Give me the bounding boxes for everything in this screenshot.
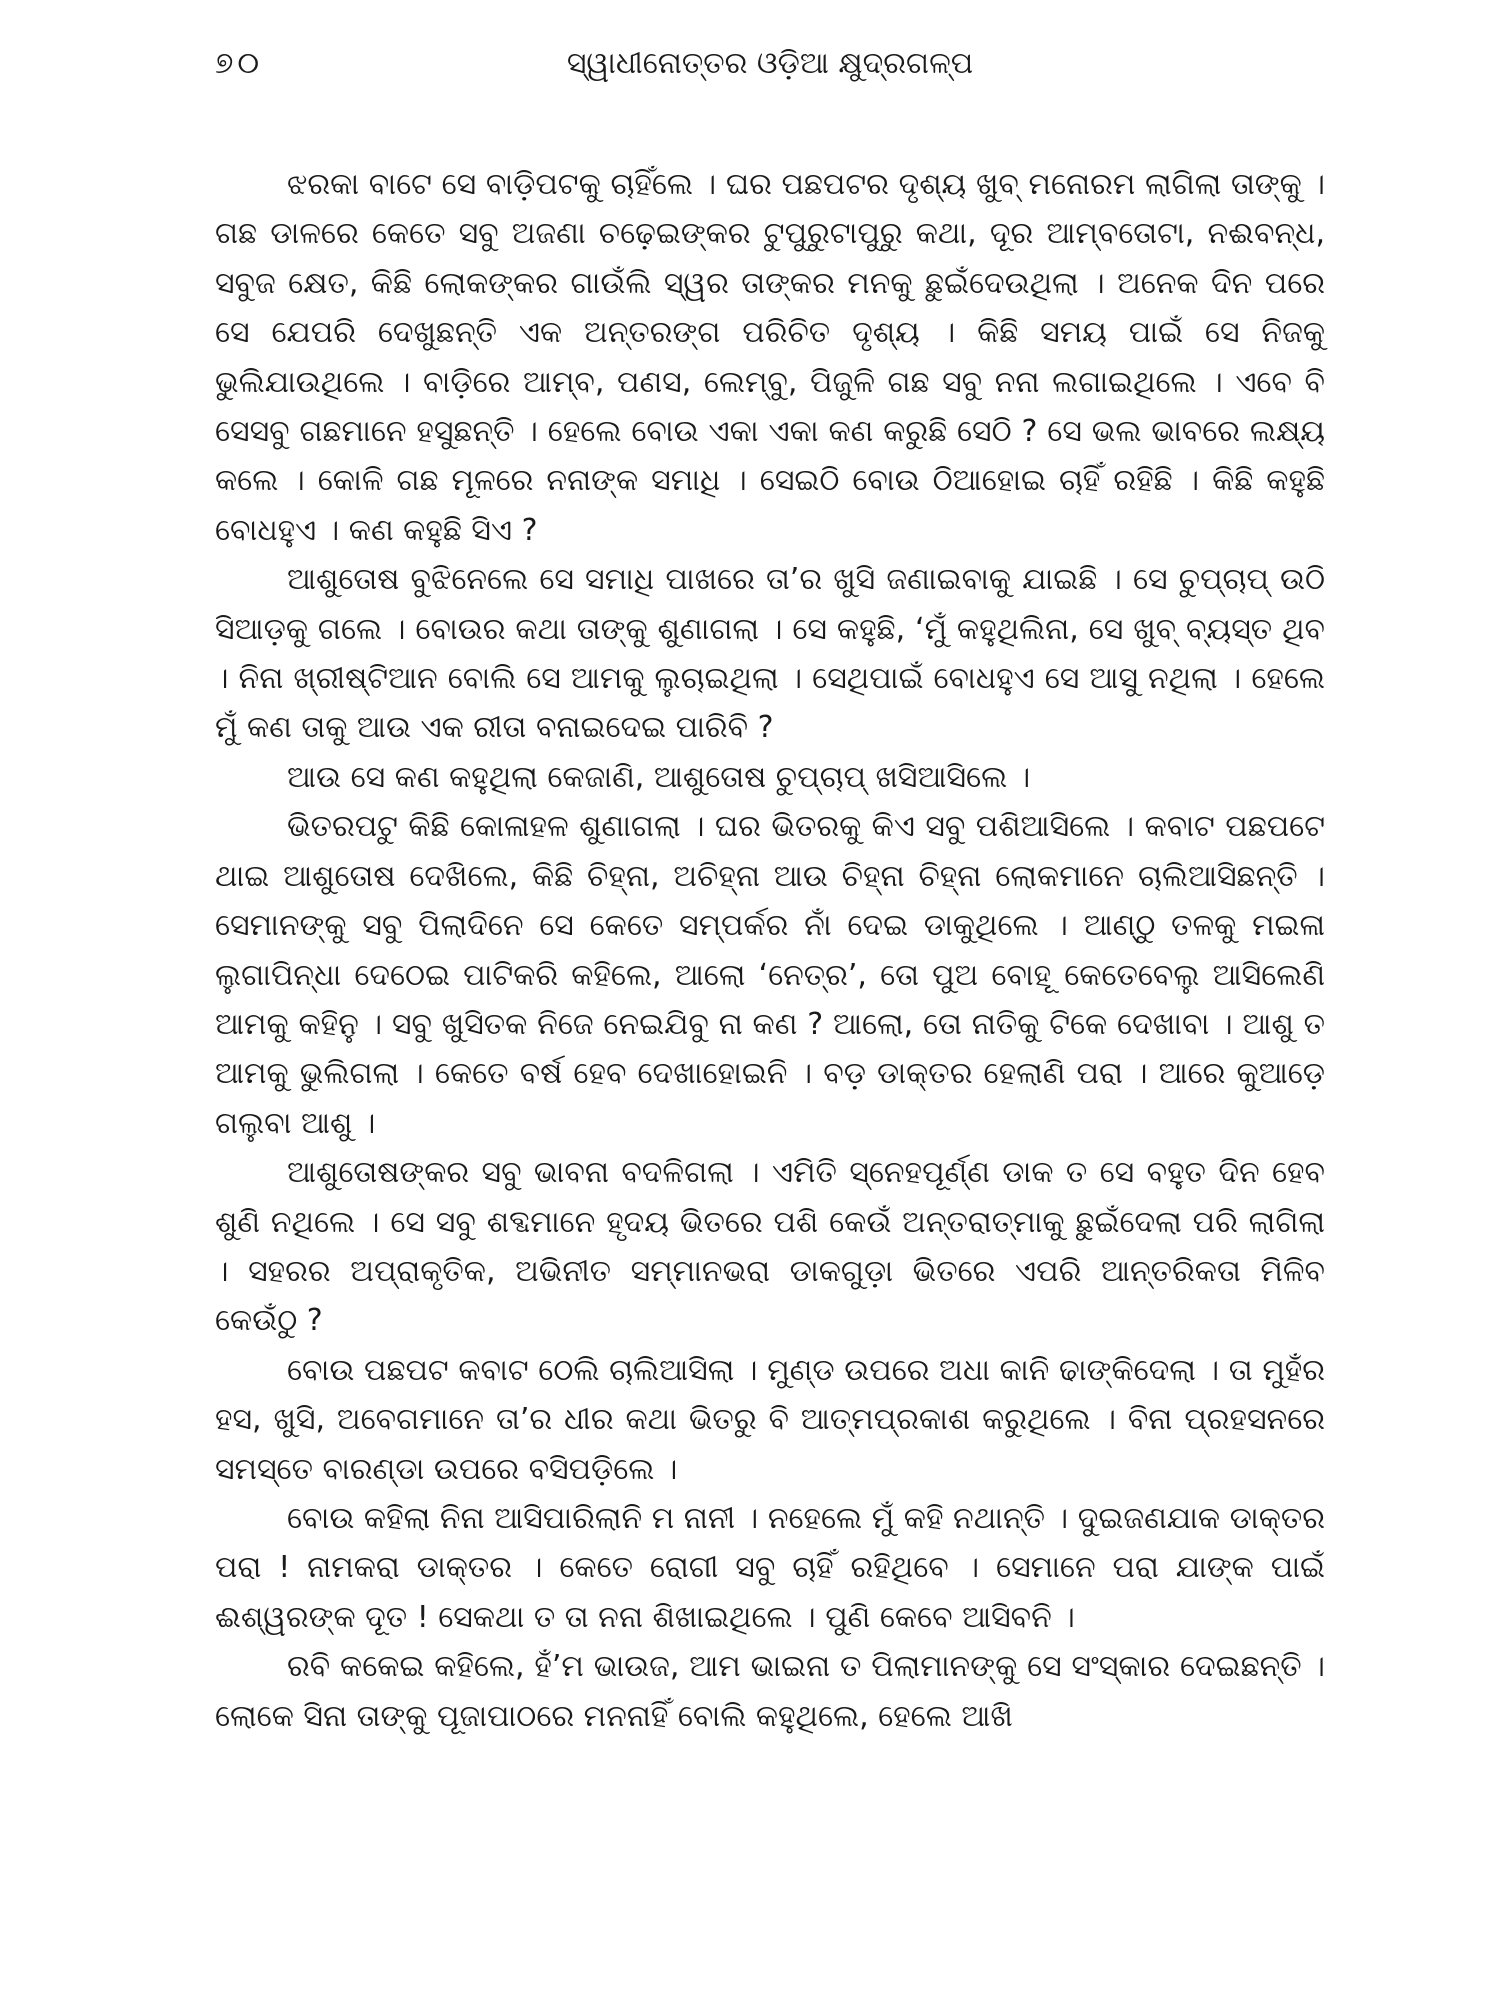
paragraph: ରବି କକେଇ କହିଲେ, ହଁ’ମ ଭାଉଜ, ଆମ ଭାଇନା ତ ପିଲାମାନଙ୍କୁ ସେ ସଂସ୍କାର ଦେଇଛନ୍ତି । ଲୋକେ ସିନା ତାଙ୍କୁ ପୂଜାପାଠରେ ମନନାହିଁ ବୋଲି କହୁଥିଲେ, ହେଲେ ଆଖି (215, 1649, 1325, 1734)
paragraph: ଝରକା ବାଟେ ସେ ବାଡ଼ିପଟକୁ ଚାହିଁଲେ । ଘର ପଛପଟର ଦୃଶ୍ୟ ଖୁବ୍ ମନୋରମ ଲାଗିଲା ତାଙ୍କୁ । ଗଛ ଡାଳରେ କେତେ ସବୁ ଅଜଣା ଚଢ଼େଇଙ୍କର ଟୁପୁରୁଟାପୁରୁ କଥା, ଦୂର ଆମ୍ବତୋଟା, ନଈବନ୍ଧ, ସବୁଜ କ୍ଷେତ, କିଛି ଲୋକଙ୍କର ଗାଉଁଲି ସ୍ୱର ତାଙ୍କର ମନକୁ ଛୁଇଁଦେଉଥିଲା । ଅନେକ ଦିନ ପରେ ସେ ଯେପରି ଦେଖୁଛନ୍ତି ଏକ ଅନ୍ତରଙ୍ଗ ପରିଚିତ ଦୃଶ୍ୟ । କିଛି ସମୟ ପାଇଁ ସେ ନିଜକୁ ଭୁଲିଯାଉଥିଲେ । ବାଡ଼ିରେ ଆମ୍ବ, ପଣସ, ଲେମ୍ବୁ, ପିଜୁଳି ଗଛ ସବୁ ନନା ଲଗାଇଥିଲେ । ଏବେ ବି ସେସବୁ ଗଛମାନେ ହସୁଛନ୍ତି । ହେଲେ ବୋଉ ଏକା ଏକା କଣ କରୁଛି ସେଠି ? ସେ ଭଲ ଭାବରେ ଲକ୍ଷ୍ୟ କଲେ । କୋଳି ଗଛ ମୂଳରେ ନନାଙ୍କ ସମାଧି । ସେଇଠି ବୋଉ ଠିଆହୋଇ ଚାହିଁ ରହିଛି । କିଛି କହୁଛି ବୋଧହୁଏ । କଣ କହୁଛି ସିଏ ? (215, 167, 1325, 548)
paragraph: ବୋଉ ପଛପଟ କବାଟ ଠେଲି ଚାଲିଆସିଲା । ମୁଣ୍ଡ ଉପରେ ଅଧା କାନି ଢାଙ୍କିଦେଲା । ତା ମୁହଁର ହସ, ଖୁସି, ଅବେଗମାନେ ତା’ର ଧୀର କଥା ଭିତରୁ ବି ଆତ୍ମପ୍ରକାଶ କରୁଥିଲେ । ବିନା ପ୍ରହସନରେ ସମସ୍ତେ ବାରଣ୍ଡା ଉପରେ ବସିପଡ଼ିଲେ । (215, 1352, 1325, 1487)
running-head (215, 44, 1325, 84)
body-text (215, 160, 1325, 1741)
paragraph: ଭିତରପଟୁ କିଛି କୋଳାହଳ ଶୁଣାଗଲା । ଘର ଭିତରକୁ କିଏ ସବୁ ପଶିଆସିଲେ । କବାଟ ପଛପଟେ ଥାଇ ଆଶୁତୋଷ ଦେଖିଲେ, କିଛି ଚିହ୍ନା, ଅଚିହ୍ନା ଆଉ ଚିହ୍ନା ଚିହ୍ନା ଲୋକମାନେ ଚାଲିଆସିଛନ୍ତି । ସେମାନଙ୍କୁ ସବୁ ପିଲାଦିନେ ସେ କେତେ ସମ୍ପର୍କର ନାଁ ଦେଇ ଡାକୁଥିଲେ । ଆଣ୍ଠୁ ତଳକୁ ମଇଳା ଲୁଗାପିନ୍ଧା ଦେଠେଇ ପାଟିକରି କହିଲେ, ଆଲୋ ‘ନେତ୍ର’, ତୋ ପୁଅ ବୋହୂ କେତେବେଲୁ ଆସିଲେଣି ଆମକୁ କହିନୁ । ସବୁ ଖୁସିତକ ନିଜେ ନେଇଯିବୁ ନା କଣ ? ଆଲୋ, ତୋ ନାତିକୁ ଟିକେ ଦେଖାବା । ଆଶୁ ତ ଆମକୁ ଭୁଲିଗଲା । କେତେ ବର୍ଷ ହେବ ଦେଖାହୋଇନି । ବଡ଼ ଡାକ୍ତର ହେଲାଣି ପରା । ଆରେ କୁଆଡ଼େ ଗଲୁବା ଆଶୁ । (215, 809, 1325, 1141)
paragraph: ଆଉ ସେ କଣ କହୁଥିଲା କେଜାଣି, ଆଶୁତୋଷ ଚୁପ୍‌ଚାପ୍ ଖସିଆସିଲେ । (287, 759, 1031, 795)
page-number: ୭୦ (215, 46, 264, 81)
paragraph: ଆଶୁତୋଷଙ୍କର ସବୁ ଭାବନା ବଦଳିଗଲା । ଏମିତି ସ୍ନେହପୂର୍ଣ୍ଣ ଡାକ ତ ସେ ବହୁତ ଦିନ ହେବ ଶୁଣି ନଥିଲେ । ସେ ସବୁ ଶବ୍ଦମାନେ ହୃଦୟ ଭିତରେ ପଶି କେଉଁ ଅନ୍ତରାତ୍ମାକୁ ଛୁଇଁଦେଲା ପରି ଲାଗିଲା । ସହରର ଅପ୍ରାକୃତିକ, ଅଭିନୀତ ସମ୍ମାନଭରା ଡାକଗୁଡ଼ା ଭିତରେ ଏପରି ଆନ୍ତରିକତା ମିଳିବ କେଉଁଠୁ ? (215, 1155, 1325, 1339)
book-title: ସ୍ୱାଧୀନୋତ୍ତର ଓଡ଼ିଆ କ୍ଷୁଦ୍ରଗଳ୍ପ (566, 46, 974, 81)
paragraph: ଆଶୁତୋଷ ବୁଝିନେଲେ ସେ ସମାଧି ପାଖରେ ତା’ର ଖୁସି ଜଣାଇବାକୁ ଯାଇଛି । ସେ ଚୁପ୍‌ଚାପ୍ ଉଠି ସିଆଡ଼କୁ ଗଲେ । ବୋଉର କଥା ତାଙ୍କୁ ଶୁଣାଗଲା । ସେ କହୁଛି, ‘ମୁଁ କହୁଥିଲିନା, ସେ ଖୁବ୍ ବ୍ୟସ୍ତ ଥିବ । ନିନା ଖ୍ରୀଷ୍ଟିଆନ ବୋଲି ସେ ଆମକୁ ଲୁଚାଇଥିଲା । ସେଥିପାଇଁ ବୋଧହୁଏ ସେ ଆସୁ ନଥିଲା । ହେଲେ ମୁଁ କଣ ତାକୁ ଆଉ ଏକ ରୀତା ବନାଇଦେଇ ପାରିବି ? (215, 562, 1325, 746)
paragraph: ବୋଉ କହିଲା ନିନା ଆସିପାରିଲାନି ମ ନାନୀ । ନହେଲେ ମୁଁ କହି ନଥାନ୍ତି । ଦୁଇଜଣଯାକ ଡାକ୍ତର ପରା ! ନାମକରା ଡାକ୍ତର । କେତେ ରୋଗୀ ସବୁ ଚାହିଁ ରହିଥିବେ । ସେମାନେ ପରା ଯାଙ୍କ ପାଇଁ ଈଶ୍ୱରଙ୍କ ଦୂତ ! ସେକଥା ତ ତା ନନା ଶିଖାଇଥିଲେ । ପୁଣି କେବେ ଆସିବନି । (215, 1500, 1325, 1635)
